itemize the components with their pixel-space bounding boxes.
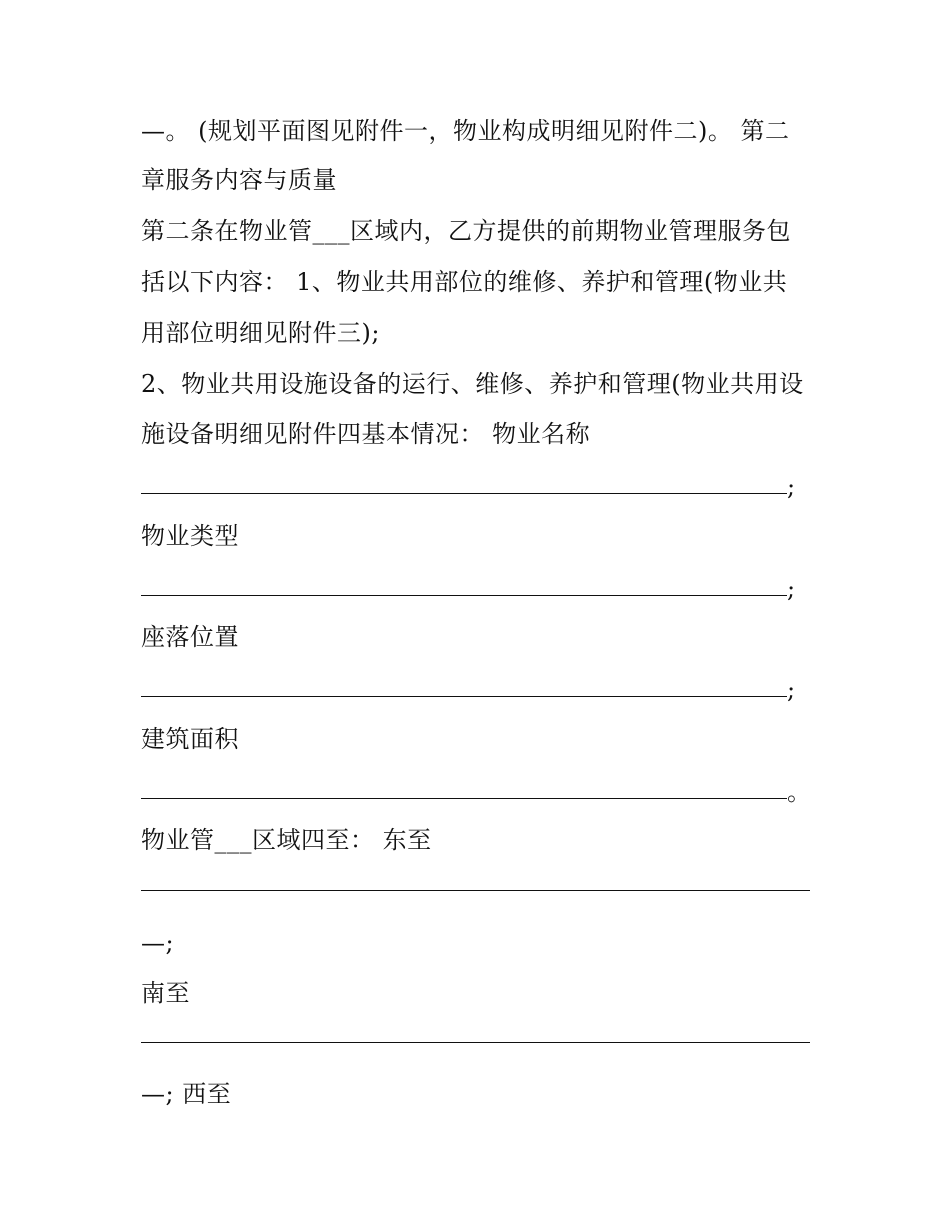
text-line-service-item-one: 括以下内容： 1、物业共用部位的维修、养护和管理(物业共 [141,268,788,296]
text-line-chapter-title: 章服务内容与质量 [141,166,337,194]
text-line-south-end-west-label: —; 西至 [141,1080,232,1108]
property-type-blank [141,566,801,603]
text-line-service-item-two: 2、物业共用设施设备的运行、维修、养护和管理(物业共用设 [141,370,804,398]
location-underline [141,696,787,697]
text-line-property-type-label: 物业类型 [141,522,239,550]
east-boundary-underline [141,890,810,891]
property-name-end-mark: ; [787,473,796,501]
text-line-plan-reference: —。 (规划平面图见附件一，物业构成明细见附件二)。 第二 [141,117,790,145]
building-area-end-mark: 。 [787,778,811,806]
south-boundary-underline [141,1042,810,1043]
text-line-boundaries-east: 物业管___区域四至： 东至 [141,826,432,854]
property-name-blank [141,464,801,501]
location-blank [141,667,801,704]
property-type-underline [141,595,787,596]
text-line-attachment-three: 用部位明细见附件三); [141,319,380,347]
property-name-underline [141,493,787,494]
text-line-east-end: —; [141,929,175,957]
text-line-location-label: 座落位置 [141,623,239,651]
location-end-mark: ; [787,676,796,704]
text-line-article-two: 第二条在物业管___区域内，乙方提供的前期物业管理服务包 [141,217,791,245]
text-line-property-name-label: 施设备明细见附件四基本情况： 物业名称 [141,420,591,448]
property-type-end-mark: ; [787,575,796,603]
text-line-building-area-label: 建筑面积 [141,725,239,753]
text-line-south-label: 南至 [141,979,190,1007]
building-area-underline [141,798,787,799]
building-area-blank [141,769,811,806]
